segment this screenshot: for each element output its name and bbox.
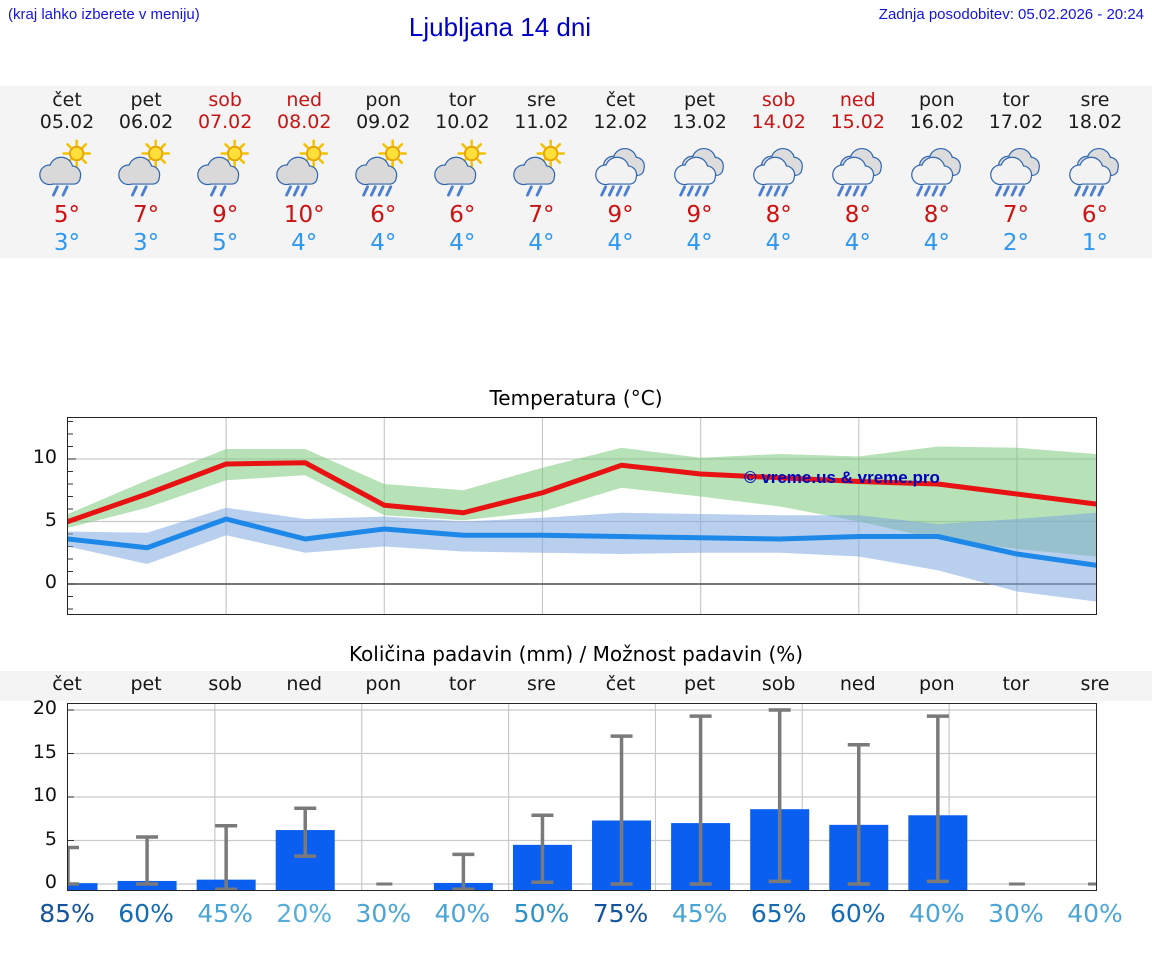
temperature-chart — [67, 417, 1097, 615]
precip-day-label: ned — [839, 673, 876, 695]
day-name: čet — [605, 89, 636, 111]
precip-day-label: ned — [286, 673, 323, 695]
precip-y-axis-label: 15 — [32, 740, 57, 763]
precip-day-label: sob — [208, 673, 242, 695]
temp-max: 10° — [283, 202, 325, 228]
day-date: 13.02 — [672, 111, 727, 133]
day-date: 11.02 — [514, 111, 569, 133]
day-date: 14.02 — [751, 111, 806, 133]
precip-day-label: tor — [1002, 673, 1030, 695]
forecast-day — [1050, 86, 1140, 256]
precip-y-axis-label: 0 — [44, 871, 57, 893]
sun-cloud-rain-icon — [196, 139, 254, 197]
precip-day-label: tor — [448, 673, 476, 695]
precip-probability: 85% — [39, 899, 95, 928]
temp-max: 7° — [1002, 202, 1029, 228]
temp-min: 4° — [686, 230, 713, 256]
temp-max: 5° — [53, 202, 81, 228]
temp-max: 6° — [1081, 202, 1109, 228]
day-date: 10.02 — [435, 111, 490, 133]
weather-icon — [180, 139, 270, 199]
forecast-day — [496, 86, 586, 256]
menu-hint: (kraj lahko izberete v meniju) — [8, 6, 200, 23]
temp-min: 3° — [53, 230, 81, 256]
forecast-day — [813, 86, 903, 256]
page-title: Ljubljana 14 dni — [408, 12, 592, 42]
weather-icon — [338, 139, 428, 199]
precip-day-label: čet — [52, 673, 82, 695]
day-name: ned — [286, 89, 323, 111]
precip-day-label: čet — [605, 673, 636, 695]
precip-day-label: pet — [684, 673, 716, 695]
precip-probability: 30% — [988, 899, 1044, 928]
sun-cloud-rain-icon — [512, 139, 570, 197]
precip-y-axis-label: 5 — [44, 827, 57, 850]
temp-min: 4° — [370, 230, 397, 256]
precip-probability: 40% — [909, 899, 965, 928]
precip-day-label: pet — [130, 673, 162, 695]
day-date: 06.02 — [118, 111, 174, 133]
precip-day-label: sob — [761, 673, 796, 695]
weather-icon — [655, 139, 745, 199]
weather-icon — [971, 139, 1061, 199]
day-date: 18.02 — [1067, 111, 1123, 133]
day-name: pon — [918, 89, 955, 111]
forecast-day — [417, 86, 507, 256]
temp-max: 9° — [686, 202, 713, 228]
precip-probability: 60% — [829, 899, 886, 928]
weather-icon — [813, 139, 903, 199]
weather-icon — [417, 139, 507, 199]
clouds-icon — [1066, 139, 1124, 197]
sun-cloud-rain-icon — [117, 139, 175, 197]
temp-min: 4° — [449, 230, 476, 256]
forecast-day — [655, 86, 745, 256]
temp-max: 7° — [132, 202, 160, 228]
weather-icon — [101, 139, 191, 199]
temp-max: 6° — [370, 202, 397, 228]
day-name: pon — [365, 89, 402, 111]
weather-icon — [22, 139, 112, 199]
weather-icon — [1050, 139, 1140, 199]
temp-min: 4° — [607, 230, 634, 256]
day-name: sob — [761, 89, 796, 111]
sun-cloud-rain-icon — [38, 139, 96, 197]
day-date: 08.02 — [277, 111, 332, 133]
temp-y-axis-label: 5 — [44, 508, 57, 531]
precip-y-axis-label: 20 — [32, 697, 57, 719]
day-date: 15.02 — [830, 111, 885, 133]
day-date: 07.02 — [197, 111, 253, 133]
day-date: 05.02 — [39, 111, 95, 133]
precip-probability: 60% — [118, 899, 174, 928]
day-name: sre — [526, 89, 556, 111]
watermark: © vreme.us & vreme.pro — [744, 468, 940, 487]
precip-probability: 40% — [1067, 899, 1123, 928]
day-name: sob — [208, 89, 242, 111]
cloud-heavy-rain-icon — [750, 139, 808, 197]
forecast-day — [180, 86, 270, 256]
weather-icon — [496, 139, 586, 199]
day-date: 09.02 — [356, 111, 411, 133]
forecast-day — [101, 86, 191, 256]
weather-icon — [576, 139, 666, 199]
clouds-icon — [987, 139, 1045, 197]
precip-y-axis-label: 10 — [32, 784, 57, 806]
forecast-day — [259, 86, 349, 256]
temp-min: 4° — [291, 230, 318, 256]
temp-y-axis-label: 10 — [32, 446, 57, 468]
temp-min: 4° — [844, 230, 871, 256]
temp-max: 9° — [212, 202, 239, 228]
precip-probability: 40% — [434, 899, 491, 928]
temperature-chart-title: Temperatura (°C) — [489, 386, 663, 410]
day-date: 16.02 — [909, 111, 965, 133]
precip-day-label: pon — [365, 673, 402, 695]
day-name: pet — [684, 89, 716, 111]
precip-chart-title: Količina padavin (mm) / Možnost padavin (%) — [348, 642, 804, 666]
temperature-plot-svg — [68, 418, 1096, 614]
cloud-heavy-rain-icon — [908, 139, 966, 197]
day-name: ned — [839, 89, 876, 111]
precip-probability: 75% — [592, 899, 649, 928]
precip-probability: 30% — [355, 899, 412, 928]
day-date: 12.02 — [593, 111, 648, 133]
temp-max: 7° — [528, 202, 555, 228]
forecast-day — [338, 86, 428, 256]
day-name: tor — [448, 89, 476, 111]
temp-min: 5° — [212, 230, 239, 256]
forecast-strip — [0, 86, 1152, 258]
forecast-day — [971, 86, 1061, 256]
temp-max: 6° — [449, 202, 476, 228]
forecast-day — [576, 86, 666, 256]
day-name: pet — [130, 89, 162, 111]
precip-probability: 45% — [197, 899, 253, 928]
temp-max: 8° — [844, 202, 871, 228]
precip-probability: 45% — [671, 899, 728, 928]
day-name: tor — [1002, 89, 1030, 111]
sun-cloud-rain-icon — [433, 139, 491, 197]
weather-icon — [892, 139, 982, 199]
forecast-day — [22, 86, 112, 256]
temp-y-axis-label: 0 — [44, 571, 57, 593]
precip-day-strip — [0, 671, 1152, 701]
last-update-label: Zadnja posodobitev: 05.02.2026 - 20:24 — [878, 6, 1144, 23]
precipitation-chart — [67, 703, 1097, 891]
day-name: čet — [52, 89, 82, 111]
day-date: 17.02 — [988, 111, 1044, 133]
temp-min: 4° — [528, 230, 555, 256]
temp-min: 1° — [1081, 230, 1109, 256]
precip-probability: 20% — [276, 899, 333, 928]
temp-min: 2° — [1002, 230, 1029, 256]
temp-max: 9° — [607, 202, 634, 228]
forecast-day — [734, 86, 824, 256]
cloud-heavy-rain-icon — [671, 139, 729, 197]
precip-probability: 65% — [750, 899, 807, 928]
temp-min: 4° — [765, 230, 792, 256]
temp-min: 4° — [923, 230, 950, 256]
forecast-day — [892, 86, 982, 256]
sun-cloud-icon — [354, 139, 412, 197]
temp-max: 8° — [765, 202, 792, 228]
temp-min: 3° — [132, 230, 160, 256]
precip-day-label: sre — [1080, 673, 1110, 695]
weather-icon — [734, 139, 824, 199]
precip-day-label: pon — [918, 673, 955, 695]
temp-max: 8° — [923, 202, 950, 228]
sun-cloud-heavy-rain-icon — [275, 139, 333, 197]
cloud-heavy-rain-icon — [829, 139, 887, 197]
cloud-heavy-rain-icon — [592, 139, 650, 197]
weather-icon — [259, 139, 349, 199]
day-name: sre — [1080, 89, 1110, 111]
precip-probability: 50% — [513, 899, 570, 928]
precipitation-plot-svg — [68, 704, 1096, 890]
precip-day-label: sre — [526, 673, 556, 695]
